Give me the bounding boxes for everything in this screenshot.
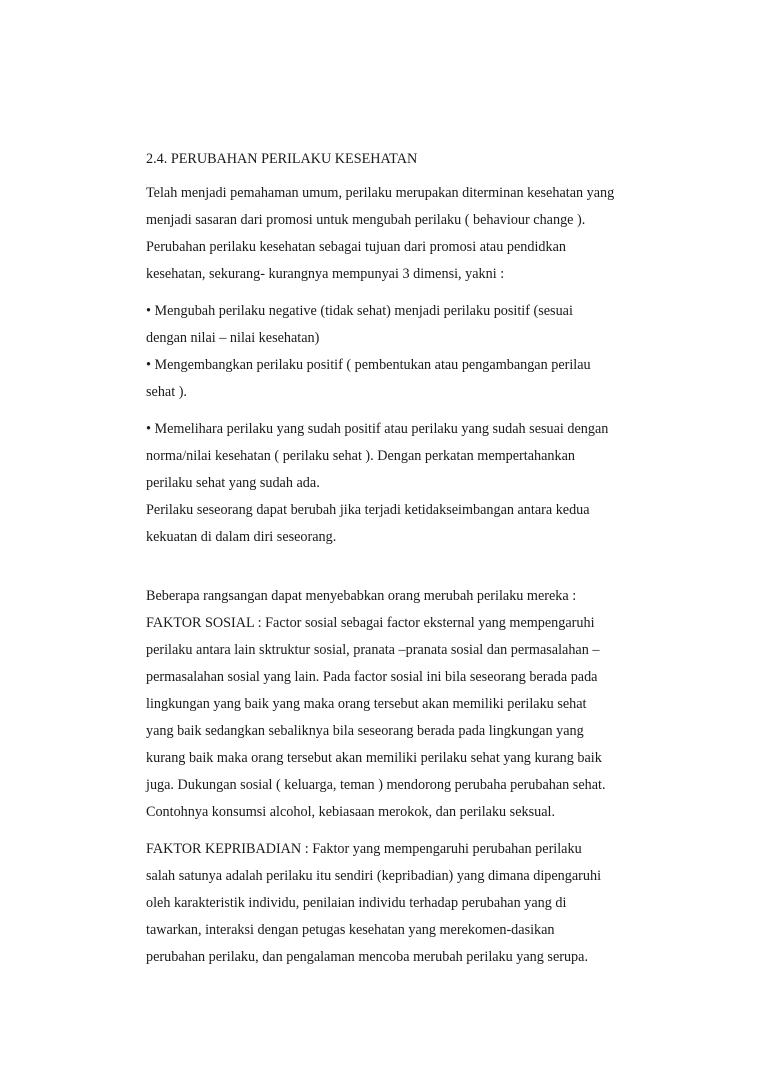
text-line: dengan nilai – nilai kesehatan) — [146, 330, 320, 346]
bullet-list-first — [146, 298, 666, 406]
text-line: tawarkan, interaksi dengan petugas kesehatan yang merekomen-dasikan — [146, 922, 555, 938]
text-line: lingkungan yang baik yang maka orang tersebut akan memiliki perilaku sehat — [146, 696, 587, 712]
text-line: sehat ). — [146, 384, 187, 400]
text-line: perubahan perilaku, dan pengalaman mencoba merubah perilaku yang serupa. — [146, 949, 588, 965]
document-body — [146, 146, 666, 971]
text-line: juga. Dukungan sosial ( keluarga, teman ) mendorong perubaha perubahan sehat. — [146, 777, 606, 793]
text-line: kurang baik maka orang tersebut akan memiliki perilaku sehat yang kurang baik — [146, 750, 602, 766]
text-line: FAKTOR KEPRIBADIAN : Faktor yang mempengaruhi perubahan perilaku — [146, 841, 582, 857]
bullet-list-second — [146, 416, 666, 551]
intro-paragraph — [146, 180, 666, 288]
bullet-line: • Mengubah perilaku negative (tidak sehat) menjadi perilaku positif (sesuai — [146, 303, 573, 319]
text-line: menjadi sasaran dari promosi untuk mengubah perilaku ( behaviour change ). — [146, 212, 586, 228]
text-line: Telah menjadi pemahaman umum, perilaku merupakan diterminan kesehatan yang — [146, 185, 615, 201]
text-line: Perilaku seseorang dapat berubah jika terjadi ketidakseimbangan antara kedua — [146, 502, 590, 518]
text-line: perilaku antara lain sktruktur sosial, pranata –pranata sosial dan permasalahan – — [146, 642, 600, 658]
personality-factor-paragraph — [146, 836, 666, 971]
bullet-line: • Mengembangkan perilaku positif ( pembentukan atau pengambangan perilau — [146, 357, 591, 373]
text-line: Beberapa rangsangan dapat menyebabkan orang merubah perilaku mereka : — [146, 588, 577, 604]
text-line: yang baik sedangkan sebaliknya bila seseorang berada pada lingkungan yang — [146, 723, 584, 739]
bullet-line: • Memelihara perilaku yang sudah positif atau perilaku yang sudah sesuai dengan — [146, 421, 609, 437]
text-line: kekuatan di dalam diri seseorang. — [146, 529, 337, 545]
text-line: norma/nilai kesehatan ( perilaku sehat ). Dengan perkatan mempertahankan — [146, 448, 575, 464]
text-line: perilaku sehat yang sudah ada. — [146, 475, 320, 491]
text-line: Contohnya konsumsi alcohol, kebiasaan merokok, dan perilaku seksual. — [146, 804, 555, 820]
text-line: oleh karakteristik individu, penilaian individu terhadap perubahan yang di — [146, 895, 567, 911]
text-line: salah satunya adalah perilaku itu sendiri (kepribadian) yang dimana dipengaruhi — [146, 868, 602, 884]
text-line: Perubahan perilaku kesehatan sebagai tujuan dari promosi atau pendidkan — [146, 239, 566, 255]
text-line: permasalahan sosial yang lain. Pada factor sosial ini bila seseorang berada pada — [146, 669, 598, 685]
text-line: FAKTOR SOSIAL : Factor sosial sebagai factor eksternal yang mempengaruhi — [146, 615, 595, 631]
text-line: kesehatan, sekurang- kurangnya mempunyai 3 dimensi, yakni : — [146, 266, 505, 282]
section-heading: 2.4. PERUBAHAN PERILAKU KESEHATAN — [146, 151, 418, 167]
social-factor-paragraph — [146, 583, 666, 826]
